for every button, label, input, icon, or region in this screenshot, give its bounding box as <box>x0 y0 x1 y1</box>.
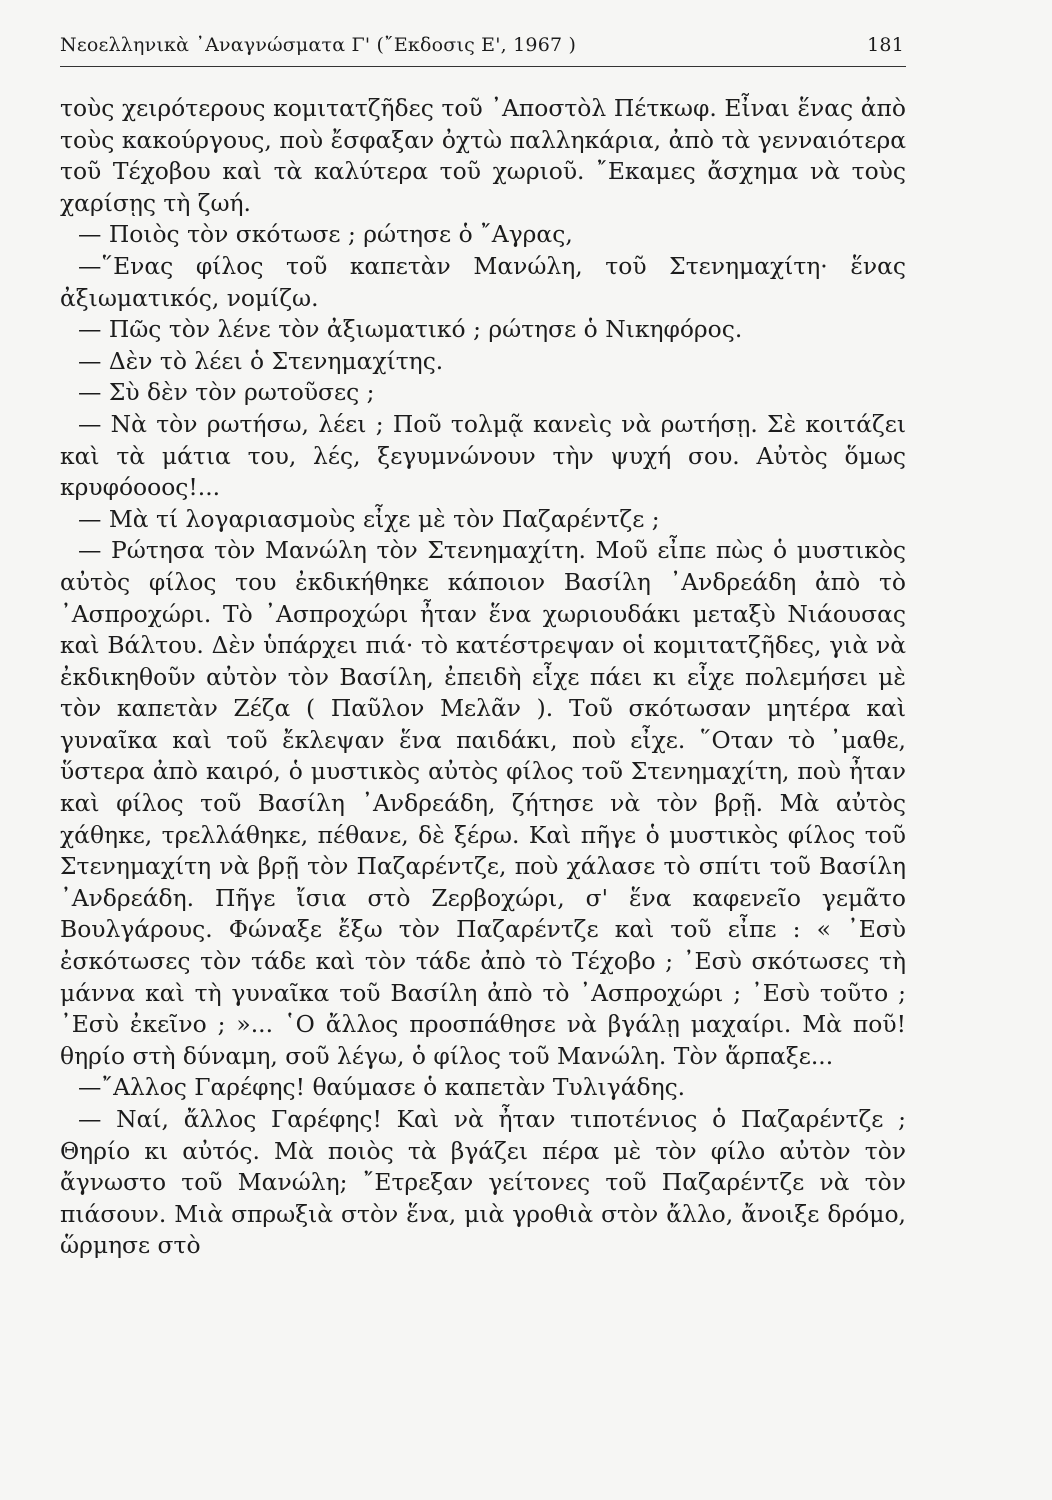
page-number: 181 <box>867 34 904 56</box>
body-text <box>60 93 906 1262</box>
paragraph: — Σὺ δὲν τὸν ρωτοῦσες ; <box>78 378 375 407</box>
paragraph: τοὺς χειρότερους κομιτατζῆδες τοῦ ᾿Αποστὸλ Πέτκωφ. Εἶναι ἕνας ἀπὸ τοὺς κακούργους, ποὺ ἔσφαξαν ὀχτὼ παλληκάρια, ἀπὸ τὰ γενναιότερα τοῦ Τέχοβου καὶ τὰ καλύτερα τοῦ χωριοῦ. ῎Εκαμες ἄσχημα νὰ τοὺς χαρίσῃς τὴ ζωή. <box>60 94 906 217</box>
paragraph: — Ναί, ἄλλος Γαρέφης! Καὶ νὰ ἦταν τιποτένιος ὁ Παζαρέντζε ; Θηρίο κι αὐτός. Μὰ ποιὸς τὰ βγάζει πέρα μὲ τὸν φίλο αὐτὸν τὸν ἄγνωστο τοῦ Μανώλη; ῎Ετρεξαν γείτονες τοῦ Παζαρέντζε νὰ τὸν πιάσουν. Μιὰ σπρωξιὰ στὸν ἕνα, μιὰ γροθιὰ στὸν ἄλλο, ἄνοιξε δρόμο, ὥρμησε στὸ <box>60 1105 906 1260</box>
book-page <box>60 34 906 1262</box>
paragraph: — Μὰ τί λογαριασμοὺς εἶχε μὲ τὸν Παζαρέντζε ; <box>78 504 660 533</box>
paragraph: — Νὰ τὸν ρωτήσω, λέει ; Ποῦ τολμᾷ κανεὶς νὰ ρωτήσῃ. Σὲ κοιτάζει καὶ τὰ μάτια του, λές, ξεγυμνώνουν τὴν ψυχή σου. Αὐτὸς ὅμως κρυφόοοος!... <box>60 409 906 502</box>
paragraph: — Ρώτησα τὸν Μανώλη τὸν Στενημαχίτη. Μοῦ εἶπε πὼς ὁ μυστικὸς αὐτὸς φίλος του ἐκδικήθηκε κάποιον Βασίλη ᾿Ανδρεάδη ἀπὸ τὸ ᾿Ασπροχώρι. Τὸ ᾿Ασπροχώρι ἦταν ἕνα χωριουδάκι μεταξὺ Νιάουσας καὶ Βάλτου. Δὲν ὑπάρχει πιά· τὸ κατέστρεψαν οἱ κομιτατζῆδες, γιὰ νὰ ἐκδικηθοῦν αὐτὸν τὸν Βασίλη, ἐπειδὴ εἶχε πάει κι εἶχε πολεμήσει μὲ τὸν καπετὰν Ζέζα ( Παῦλον Μελᾶν ). Τοῦ σκότωσαν μητέρα καὶ γυναῖκα καὶ τοῦ ἔκλεψαν ἕνα παιδάκι, ποὺ εἶχε. ῞Οταν τὸ ᾿μαθε, ὕστερα ἀπὸ καιρό, ὁ μυστικὸς αὐτὸς φίλος τοῦ Στενημαχίτη, ποὺ ἦταν καὶ φίλος τοῦ Βασίλη ᾿Ανδρεάδη, ζήτησε νὰ τὸν βρῇ. Μὰ αὐτὸς χάθηκε, τρελλάθηκε, πέθανε, δὲ ξέρω. Καὶ πῆγε ὁ μυστικὸς φίλος τοῦ Στενημαχίτη νὰ βρῇ τὸν Παζαρέντζε, ποὺ χάλασε τὸ σπίτι τοῦ Βασίλη ᾿Ανδρεάδη. Πῆγε ἴσια στὸ Ζερβοχώρι, σ' ἕνα καφενεῖο γεμᾶτο Βουλγάρους. Φώναξε ἔξω τὸν Παζαρέντζε καὶ τοῦ εἶπε : « ᾿Εσὺ ἐσκότωσες τὸν τάδε καὶ τὸν τάδε ἀπὸ τὸ Τέχοβο ; ᾿Εσὺ σκότωσες τὴ μάννα καὶ τὴ γυναῖκα τοῦ Βασίλη ἀπὸ τὸ ᾿Ασπροχώρι ; ᾿Εσὺ τοῦτο ; ᾿Εσὺ ἐκεῖνο ; »... ῾Ο ἄλλος προσπάθησε νὰ βγάλῃ μαχαίρι. Μὰ ποῦ! θηρίο στὴ δύναμη, σοῦ λέγω, ὁ φίλος τοῦ Μανώλη. Τὸν ἅρπαξε... <box>60 536 906 1070</box>
paragraph: — Πῶς τὸν λένε τὸν ἀξιωματικό ; ρώτησε ὁ Νικηφόρος. <box>78 315 743 344</box>
running-header-title: Νεοελληνικὰ ᾿Αναγνώσματα Γ' (῎Εκδοσις Ε', 1967 ) <box>60 34 577 56</box>
paragraph: —῎Αλλος Γαρέφης! θαύμασε ὁ καπετὰν Τυλιγάδης. <box>78 1073 686 1102</box>
running-header <box>60 34 906 67</box>
paragraph: — Ποιὸς τὸν σκότωσε ; ρώτησε ὁ ῎Αγρας, <box>78 220 573 249</box>
paragraph: —῞Ενας φίλος τοῦ καπετὰν Μανώλη, τοῦ Στενημαχίτη· ἕνας ἀξιωματικός, νομίζω. <box>60 251 906 312</box>
paragraph: — Δὲν τὸ λέει ὁ Στενημαχίτης. <box>78 346 444 375</box>
